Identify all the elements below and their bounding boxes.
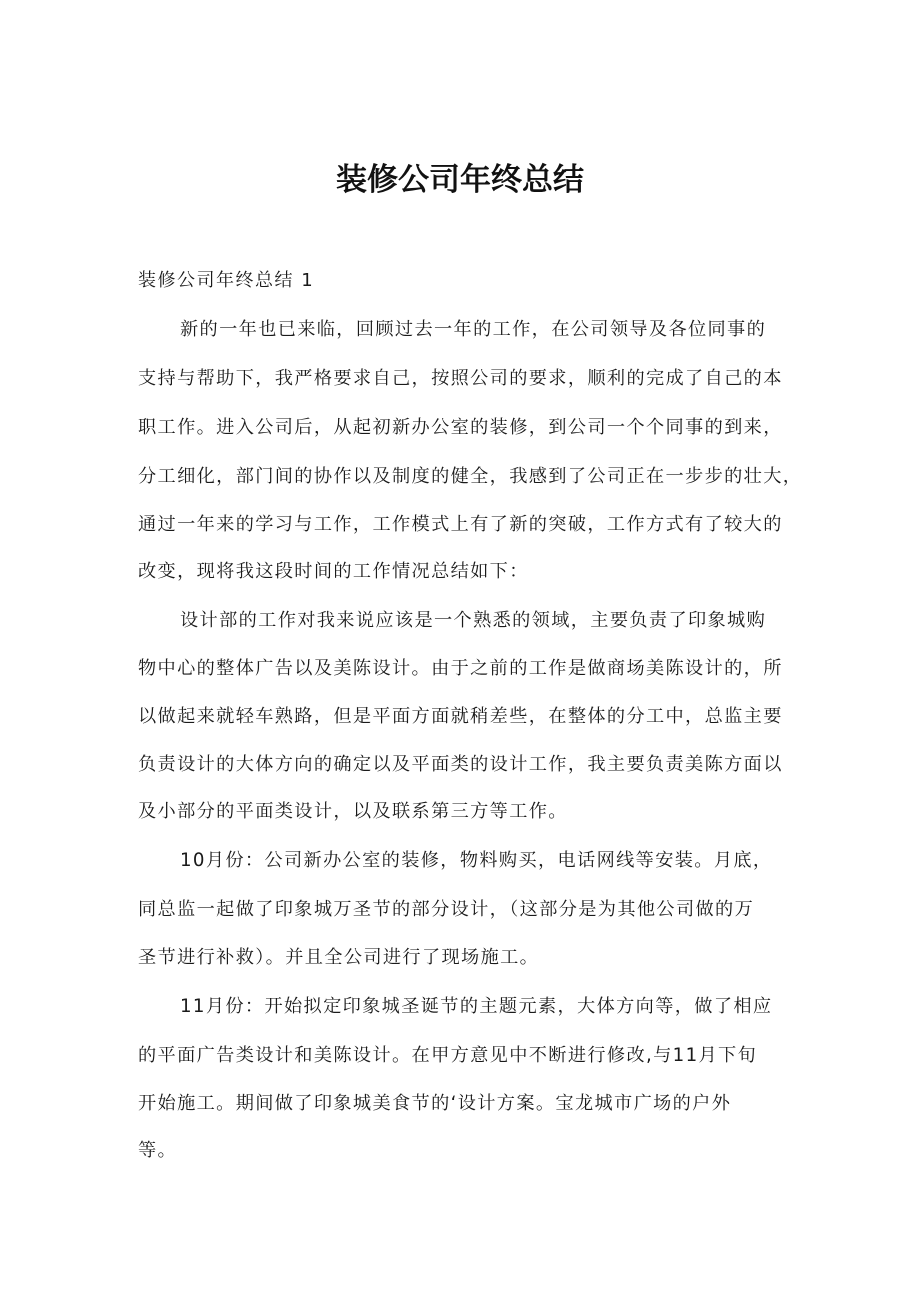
paragraph-line: 负责设计的大体方向的确定以及平面类的设计工作，我主要负责美陈方面以 — [138, 754, 783, 775]
paragraph-line: 物中心的整体广告以及美陈设计。由于之前的工作是做商场美陈设计的，所 — [138, 658, 783, 679]
paragraph-line: 分工细化，部门间的协作以及制度的健全，我感到了公司正在一步步的壮大， — [138, 466, 803, 487]
section-heading: 装修公司年终总结 1 — [138, 270, 315, 291]
paragraph-line: 同总监一起做了印象城万圣节的部分设计，（这部分是为其他公司做的万 — [138, 899, 755, 920]
paragraph-line: 10月份：公司新办公室的装修，物料购买，电话网线等安装。月底， — [180, 850, 773, 871]
paragraph-line: 改变，现将我这段时间的工作情况总结如下： — [138, 561, 529, 582]
document-title: 装修公司年终总结 — [336, 162, 584, 198]
paragraph-line: 及小部分的平面类设计，以及联系第三方等工作。 — [138, 801, 568, 822]
paragraph-line: 的平面广告类设计和美陈设计。在甲方意见中不断进行修改,与11月下旬 — [138, 1045, 758, 1066]
paragraph-line: 以做起来就轻车熟路，但是平面方面就稍差些，在整体的分工中，总监主要 — [138, 706, 783, 727]
paragraph-line: 支持与帮助下，我严格要求自己，按照公司的要求，顺利的完成了自己的本 — [138, 368, 783, 389]
paragraph-line: 圣节进行补救）。并且全公司进行了现场施工。 — [138, 947, 540, 968]
paragraph-line: 设计部的工作对我来说应该是一个熟悉的领域，主要负责了印象城购 — [180, 610, 767, 631]
paragraph-line: 等。 — [138, 1140, 178, 1161]
paragraph-line: 11月份：开始拟定印象城圣诞节的主题元素，大体方向等，做了相应 — [180, 996, 773, 1017]
paragraph-line: 新的一年也已来临，回顾过去一年的工作，在公司领导及各位同事的 — [180, 319, 767, 340]
paragraph-line: 开始施工。期间做了印象城美食节的‘设计方案。宝龙城市广场的户外 — [138, 1093, 732, 1114]
paragraph-line: 通过一年来的学习与工作，工作模式上有了新的突破，工作方式有了较大的 — [138, 514, 783, 535]
paragraph-line: 职工作。进入公司后，从起初新办公室的装修，到公司一个个同事的到来， — [138, 417, 783, 438]
